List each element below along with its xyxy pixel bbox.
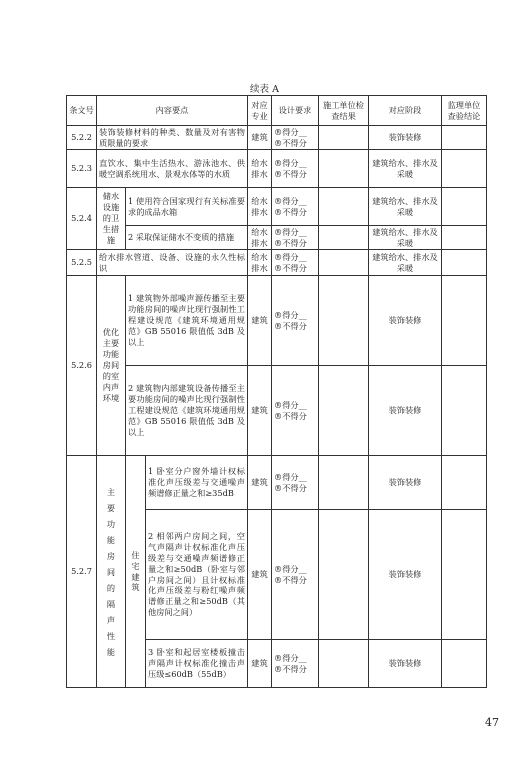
supervisor-conclusion-cell[interactable] <box>442 456 487 510</box>
major-cell: 给水排水 <box>248 188 272 226</box>
table-row <box>67 150 487 188</box>
supervisor-conclusion-cell[interactable] <box>442 510 487 640</box>
score-option: ®得分__ <box>274 251 307 262</box>
design-requirement <box>272 126 319 150</box>
score-option: ®得分__ <box>274 309 307 320</box>
major-cell: 建筑 <box>248 456 272 510</box>
header-major: 对应专业 <box>248 96 272 126</box>
contractor-result-cell[interactable] <box>319 640 369 688</box>
supervisor-conclusion-cell[interactable] <box>442 188 487 226</box>
contractor-result-cell[interactable] <box>319 226 369 250</box>
clause-no: 5.2.4 <box>67 188 97 250</box>
page-number: 47 <box>485 716 499 729</box>
major-cell: 建筑 <box>248 126 272 150</box>
design-requirement <box>272 188 319 226</box>
stage-cell: 装饰装修 <box>369 640 442 688</box>
score-option: ®不得分 <box>274 410 307 421</box>
major-cell: 给水排水 <box>248 150 272 188</box>
design-requirement <box>272 276 319 366</box>
table-caption: 续表 A <box>250 84 279 95</box>
contractor-result-cell[interactable] <box>319 250 369 276</box>
contractor-result-cell[interactable] <box>319 188 369 226</box>
design-requirement <box>272 510 319 640</box>
supervisor-conclusion-cell[interactable] <box>442 366 487 456</box>
score-option: ®不得分 <box>274 320 307 331</box>
stage-cell: 装饰装修 <box>369 276 442 366</box>
table-row <box>67 276 487 366</box>
design-requirement <box>272 226 319 250</box>
score-option: ®不得分 <box>274 206 307 217</box>
score-option: ®得分__ <box>274 471 307 482</box>
group-label: 优化主要功能房间的室内声环境 <box>97 276 126 456</box>
supervisor-conclusion-cell[interactable] <box>442 150 487 188</box>
score-option: ®得分__ <box>274 563 307 574</box>
table-row <box>67 188 487 226</box>
content-cell: 2 建筑物内部建筑设备传播至主要功能房间的噪声比现行强制性工程建设规范《建筑环境通用规范》GB 55016 限值低 3dB 及以上 <box>126 366 248 456</box>
supervisor-conclusion-cell[interactable] <box>442 250 487 276</box>
sub-group-label-text: 住宅建筑 <box>131 549 140 593</box>
score-option: ®得分__ <box>274 126 307 137</box>
content-cell: 3 卧室和起居室楼板撞击声隔声计权标准化撞击声压级≤60dB（55dB） <box>146 640 248 688</box>
table-row <box>67 366 487 456</box>
major-cell: 建筑 <box>248 276 272 366</box>
contractor-result-cell[interactable] <box>319 456 369 510</box>
content-cell: 2 采取保证储水不变质的措施 <box>126 226 248 250</box>
content-cell: 给水排水管道、设备、设施的永久性标识 <box>97 250 248 276</box>
score-option: ®不得分 <box>274 663 307 674</box>
group-label: 储水设施的卫生措施 <box>97 188 126 250</box>
stage-cell: 装饰装修 <box>369 456 442 510</box>
clause-no: 5.2.5 <box>67 250 97 276</box>
design-requirement <box>272 456 319 510</box>
major-cell: 建筑 <box>248 640 272 688</box>
design-requirement <box>272 250 319 276</box>
table-row <box>67 456 487 510</box>
header-row <box>67 96 487 126</box>
stage-cell: 装饰装修 <box>369 366 442 456</box>
contractor-result-cell[interactable] <box>319 126 369 150</box>
major-cell: 建筑 <box>248 510 272 640</box>
major-cell: 建筑 <box>248 366 272 456</box>
score-option: ®得分__ <box>274 157 307 168</box>
stage-cell: 装饰装修 <box>369 126 442 150</box>
score-option: ®得分__ <box>274 399 307 410</box>
table-row <box>67 126 487 150</box>
header-design-req: 设计要求 <box>272 96 319 126</box>
group-label-text: 主要功能房间的隔声性能 <box>106 486 116 657</box>
table-row <box>67 250 487 276</box>
score-option: ®不得分 <box>274 237 307 248</box>
table-row <box>67 226 487 250</box>
content-cell: 1 卧室分户窗外墙计权标准化声压级差与交通噪声频谱修正量之和≥35dB <box>146 456 248 510</box>
group-label <box>97 456 126 688</box>
header-content: 内容要点 <box>97 96 248 126</box>
contractor-result-cell[interactable] <box>319 366 369 456</box>
stage-cell: 建筑给水、排水及采暖 <box>369 150 442 188</box>
supervisor-conclusion-cell[interactable] <box>442 126 487 150</box>
content-cell: 装饰装修材料的种类、数量及对有害物质限量的要求 <box>97 126 248 150</box>
design-requirement <box>272 640 319 688</box>
content-cell: 2 相邻两户房间之间，空气声隔声计权标准化声压级差与交通噪声频谱修正量之和≥50dB（卧室与邻户房间之间）且计权标准化声压级差与粉红噪声频谱修正量之和≥50dB（其他房间之间） <box>146 510 248 640</box>
score-option: ®不得分 <box>274 482 307 493</box>
design-requirement <box>272 366 319 456</box>
stage-cell: 建筑给水、排水及采暖 <box>369 250 442 276</box>
supervisor-conclusion-cell[interactable] <box>442 226 487 250</box>
score-option: ®得分__ <box>274 195 307 206</box>
header-clause-no: 条文号 <box>67 96 97 126</box>
score-option: ®得分__ <box>274 652 307 663</box>
design-requirement <box>272 150 319 188</box>
header-stage: 对应阶段 <box>369 96 442 126</box>
stage-cell: 建筑给水、排水及采暖 <box>369 188 442 226</box>
content-cell: 直饮水、集中生活热水、游泳池水、供暖空调系统用水、景观水体等的水质 <box>97 150 248 188</box>
contractor-result-cell[interactable] <box>319 150 369 188</box>
clause-no: 5.2.7 <box>67 456 97 688</box>
header-supervisor-conclusion: 监理单位查验结论 <box>442 96 487 126</box>
score-option: ®不得分 <box>274 574 307 585</box>
contractor-result-cell[interactable] <box>319 276 369 366</box>
content-cell: 1 使用符合国家现行有关标准要求的成品水箱 <box>126 188 248 226</box>
sub-group-label <box>126 456 146 688</box>
content-cell: 1 建筑物外部噪声源传播至主要功能房间的噪声比现行强制性工程建设规范《建筑环境通用规范》GB 55016 限值低 3dB 及以上 <box>126 276 248 366</box>
major-cell: 给水排水 <box>248 226 272 250</box>
header-contractor-result: 施工单位检查结果 <box>319 96 369 126</box>
stage-cell: 建筑给水、排水及采暖 <box>369 226 442 250</box>
score-option: ®不得分 <box>274 168 307 179</box>
score-option: ®得分__ <box>274 226 307 237</box>
supervisor-conclusion-cell[interactable] <box>442 640 487 688</box>
score-option: ®不得分 <box>274 262 307 273</box>
score-option: ®不得分 <box>274 137 307 148</box>
clause-no: 5.2.3 <box>67 150 97 188</box>
contractor-result-cell[interactable] <box>319 510 369 640</box>
stage-cell: 装饰装修 <box>369 510 442 640</box>
clause-no: 5.2.2 <box>67 126 97 150</box>
supervisor-conclusion-cell[interactable] <box>442 276 487 366</box>
clause-no: 5.2.6 <box>67 276 97 456</box>
inspection-table <box>66 95 487 688</box>
major-cell: 给水排水 <box>248 250 272 276</box>
